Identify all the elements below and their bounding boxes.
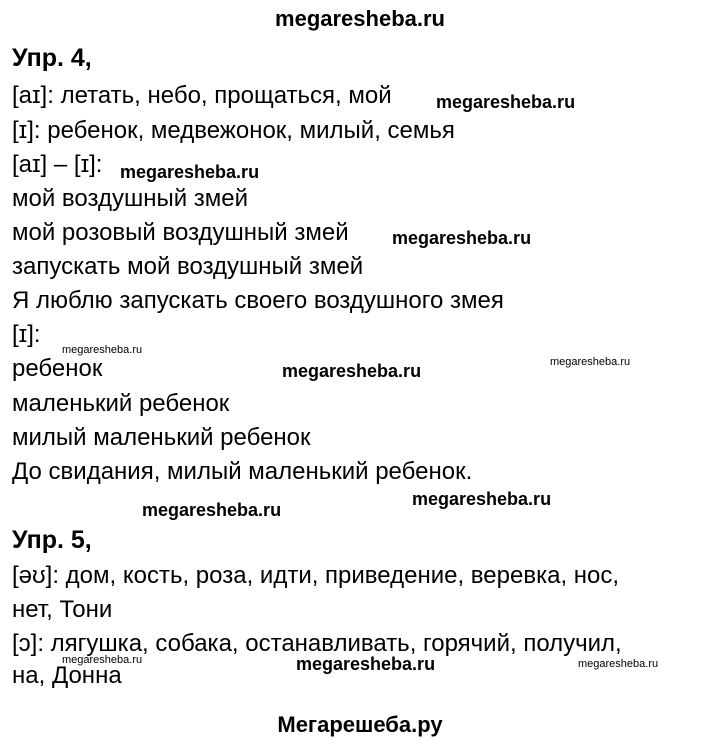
watermark: megaresheba.ru [282,361,422,381]
watermark: megaresheba.ru [436,92,576,112]
ex4-line-11: милый маленький ребенок [12,424,311,451]
watermark: megaresheba.ru [412,489,552,509]
ex4-line-6: запускать мой воздушный змей [12,253,364,280]
ex5-line-4: на, Донна [12,662,122,689]
ex5-line-2: нет, Тони [12,596,113,623]
watermark: megaresheba.ru [142,500,282,520]
ex4-line-8: [ɪ]: [12,321,41,348]
ex4-line-7: Я люблю запускать своего воздушного змея [12,287,504,314]
watermark: megaresheba.ru [296,654,436,674]
watermark: megaresheba.ru [62,654,143,666]
site-footer: Мегарешеба.ру [277,712,443,737]
ex4-line-2: [ɪ]: ребенок, медвежонок, милый, семья [12,117,455,144]
ex5-line-3: [ɔ]: лягушка, собака, останавливать, горячий, получил, [12,630,622,657]
watermark: megaresheba.ru [578,658,659,670]
watermark: megaresheba.ru [62,344,143,356]
watermark: megaresheba.ru [550,356,631,368]
ex4-line-10: маленький ребенок [12,390,230,417]
ex5-line-1: [əʊ]: дом, кость, роза, идти, приведение, веревка, нос, [12,562,620,589]
ex4-line-4: мой воздушный змей [12,185,249,212]
watermark: megaresheba.ru [392,228,532,248]
exercise-5-heading: Упр. 5, [12,526,92,554]
exercise-4-heading: Упр. 4, [12,44,92,72]
ex4-line-3: [aɪ] – [ɪ]: [12,151,103,178]
site-header: megaresheba.ru [275,6,445,31]
ex4-line-9: ребенок [12,355,103,382]
ex4-line-1: [aɪ]: летать, небо, прощаться, мой [12,82,392,109]
watermark: megaresheba.ru [120,162,260,182]
ex4-line-5: мой розовый воздушный змей [12,219,349,246]
ex4-line-12: До свидания, милый маленький ребенок. [12,458,473,485]
